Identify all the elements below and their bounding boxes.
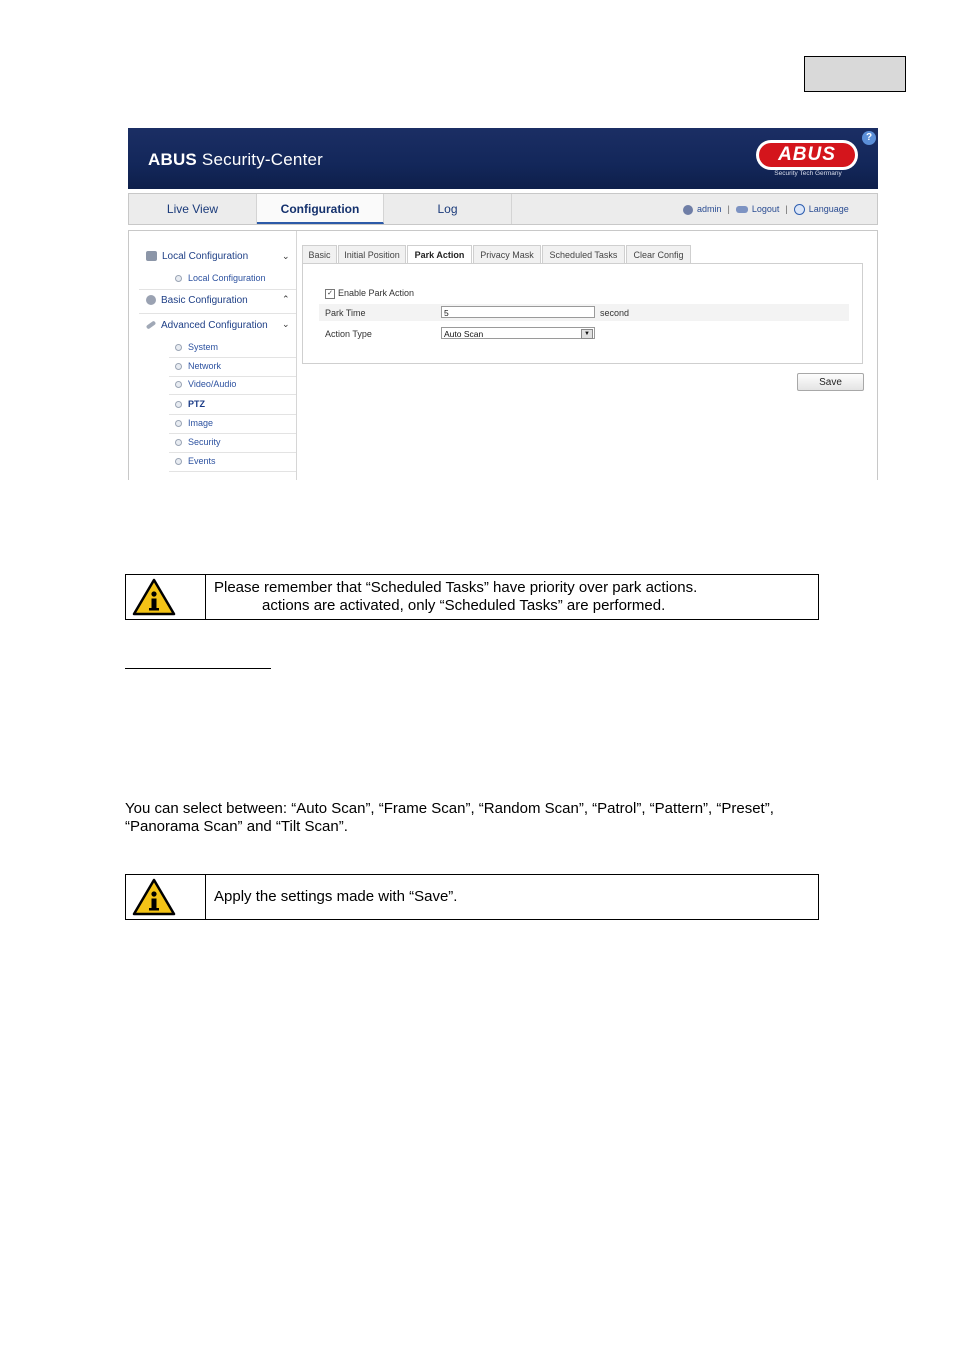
- park-time-input[interactable]: 5: [441, 306, 595, 318]
- action-type-description: [125, 800, 825, 836]
- tab-live-view[interactable]: Live View: [129, 194, 257, 224]
- divider: [169, 394, 296, 395]
- info-note-scheduled-tasks: [125, 574, 819, 620]
- divider: [139, 313, 296, 314]
- subtab-park-action[interactable]: Park Action: [407, 245, 472, 264]
- tab-configuration[interactable]: Configuration: [257, 194, 384, 224]
- section-heading-underline: [125, 668, 271, 669]
- user-name[interactable]: admin: [697, 204, 722, 214]
- chevron-down-icon[interactable]: ⌄: [282, 319, 290, 329]
- bullet-icon: [175, 381, 182, 388]
- tab-log[interactable]: Log: [384, 194, 512, 224]
- enable-park-action-label: Enable Park Action: [338, 288, 415, 298]
- bullet-icon: [175, 363, 182, 370]
- sidebar-item-system[interactable]: System: [175, 342, 218, 352]
- divider: [169, 433, 296, 434]
- logo-text: ABUS: [759, 143, 855, 167]
- sidebar-item-basic-configuration[interactable]: Basic Configuration: [146, 295, 248, 306]
- chevron-down-icon[interactable]: ⌄: [282, 251, 290, 261]
- warning-info-icon: [132, 878, 176, 916]
- divider: [169, 471, 296, 472]
- logout-icon: [736, 206, 748, 213]
- sidebar-item-local-configuration-sub[interactable]: Local Configuration: [175, 273, 266, 283]
- note-icon-cell: [126, 875, 206, 919]
- config-content: [128, 230, 878, 480]
- warning-info-icon: [132, 578, 176, 616]
- sidebar-item-advanced-configuration[interactable]: Advanced Configuration: [146, 320, 268, 331]
- subtab-scheduled-tasks[interactable]: Scheduled Tasks: [542, 245, 625, 263]
- action-type-value: Auto Scan: [444, 329, 484, 339]
- note-icon-cell: [126, 575, 206, 619]
- subtab-clear-config[interactable]: Clear Config: [626, 245, 691, 263]
- page-number-box: [804, 56, 906, 92]
- park-action-panel: [302, 263, 863, 364]
- note-text: Apply the settings made with “Save”.: [214, 888, 458, 905]
- sidebar-item-video-audio[interactable]: Video/Audio: [175, 379, 236, 389]
- user-bar: admin | Logout | Language: [683, 194, 849, 224]
- bullet-icon: [175, 420, 182, 427]
- action-type-select[interactable]: [441, 327, 595, 339]
- sidebar-item-image[interactable]: Image: [175, 418, 213, 428]
- sidebar-item-security[interactable]: Security: [175, 437, 221, 447]
- paragraph-line-2: “Panorama Scan” and “Tilt Scan”.: [125, 818, 348, 835]
- web-interface-screenshot: [128, 128, 878, 479]
- info-note-save: [125, 874, 819, 920]
- sidebar: [129, 231, 297, 480]
- chevron-up-icon[interactable]: ⌃: [282, 294, 290, 304]
- bullet-icon: [175, 439, 182, 446]
- divider: [169, 452, 296, 453]
- sidebar-item-events[interactable]: Events: [175, 456, 216, 466]
- sidebar-item-network[interactable]: Network: [175, 361, 221, 371]
- subtab-basic[interactable]: Basic: [302, 245, 337, 263]
- globe-settings-icon: [146, 295, 156, 305]
- enable-park-action[interactable]: [325, 288, 414, 299]
- divider: [169, 414, 296, 415]
- divider: [139, 289, 296, 290]
- app-title-product: Security-Center: [201, 150, 324, 169]
- save-button[interactable]: Save: [797, 373, 864, 391]
- bullet-icon: [175, 401, 182, 408]
- subtab-privacy-mask[interactable]: Privacy Mask: [473, 245, 541, 263]
- logout-link[interactable]: Logout: [751, 204, 780, 214]
- user-icon: [683, 205, 693, 215]
- park-time-label: Park Time: [325, 308, 366, 318]
- app-title-brand: ABUS: [148, 150, 197, 169]
- main-nav: [128, 193, 878, 225]
- subtab-initial-position[interactable]: Initial Position: [338, 245, 406, 263]
- language-link[interactable]: Language: [808, 204, 849, 214]
- sidebar-item-local-configuration[interactable]: Local Configuration: [146, 251, 248, 262]
- abus-logo: [756, 140, 858, 170]
- action-type-label: Action Type: [325, 329, 372, 339]
- bullet-icon: [175, 275, 182, 282]
- bullet-icon: [175, 458, 182, 465]
- wrench-icon: [146, 321, 156, 330]
- divider: [169, 357, 296, 358]
- paragraph-line-1: You can select between: “Auto Scan”, “Frame Scan”, “Random Scan”, “Patrol”, “Pattern”, “Preset”,: [125, 800, 774, 817]
- header-banner: [128, 128, 878, 189]
- bullet-icon: [175, 344, 182, 351]
- help-icon[interactable]: ?: [862, 131, 876, 145]
- globe-icon: [794, 204, 805, 215]
- divider: [169, 376, 296, 377]
- logo-tagline: Security Tech Germany: [774, 170, 842, 177]
- monitor-icon: [146, 251, 157, 261]
- chevron-down-icon[interactable]: ▼: [581, 329, 593, 339]
- sidebar-item-ptz[interactable]: PTZ: [175, 399, 205, 409]
- enable-park-action-checkbox[interactable]: ✓: [325, 289, 335, 299]
- note-text-line-1: Please remember that “Scheduled Tasks” have priority over park actions.: [214, 579, 698, 596]
- note-text-line-2: actions are activated, only “Scheduled Tasks” are performed.: [262, 597, 666, 614]
- app-title: [148, 150, 323, 170]
- park-time-unit: second: [600, 308, 630, 318]
